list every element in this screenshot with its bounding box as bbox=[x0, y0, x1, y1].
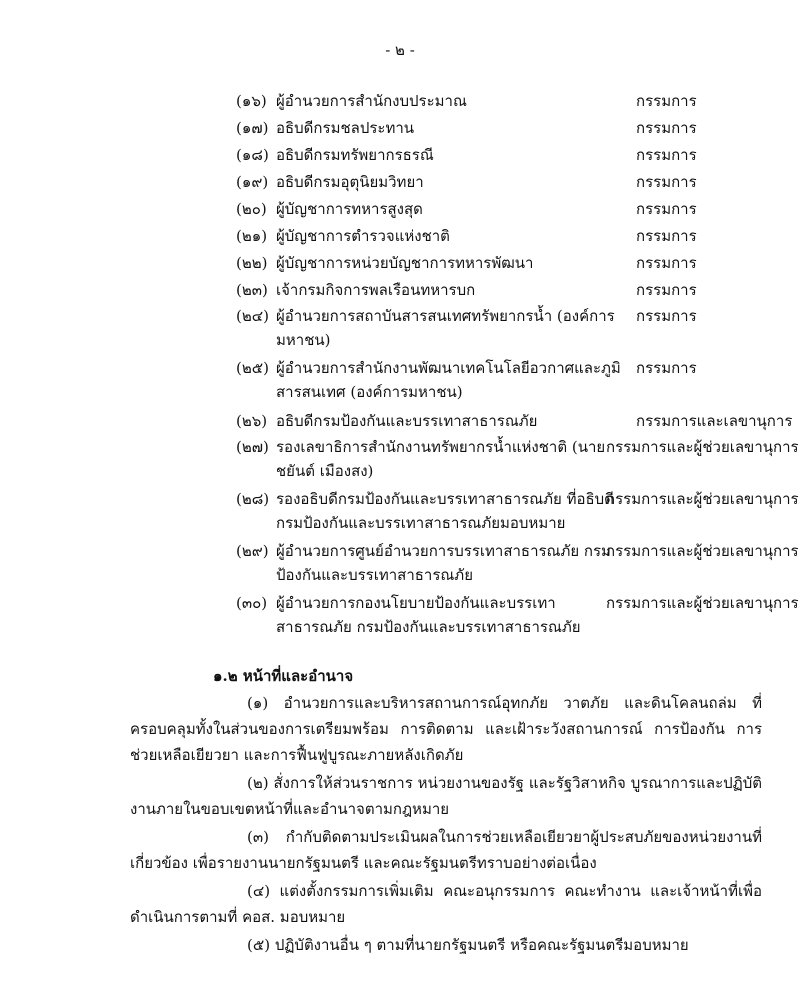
committee-member bbox=[236, 196, 766, 223]
committee-member bbox=[236, 356, 766, 404]
member-number: (๒๘) bbox=[236, 490, 270, 508]
committee-member bbox=[236, 250, 766, 277]
member-number: (๑๖) bbox=[236, 92, 267, 110]
member-number: (๒๔) bbox=[236, 307, 269, 325]
member-role: กรรมการ bbox=[636, 173, 697, 191]
member-number: (๓๐) bbox=[236, 594, 268, 612]
committee-member bbox=[236, 88, 766, 115]
committee-member bbox=[236, 487, 799, 535]
member-number: (๑๘) bbox=[236, 146, 269, 164]
member-name: เจ้ากรมกิจการพลเรือนทหารบก bbox=[276, 281, 476, 299]
member-role: กรรมการและผู้ช่วยเลขานุการ bbox=[606, 594, 799, 612]
member-name: อธิบดีกรมอุตุนิยมวิทยา bbox=[276, 173, 424, 191]
member-name: ผู้บัญชาการทหารสูงสุด bbox=[276, 200, 423, 218]
member-number: (๒๖) bbox=[236, 412, 268, 430]
committee-member bbox=[236, 304, 766, 352]
member-role: กรรมการและผู้ช่วยเลขานุการ bbox=[606, 542, 799, 560]
member-name: อธิบดีกรมป้องกันและบรรเทาสาธารณภัย bbox=[276, 412, 538, 430]
member-role: กรรมการ bbox=[636, 227, 697, 245]
member-role: กรรมการ bbox=[636, 281, 697, 299]
member-name: ผู้อำนวยการสถาบันสารสนเทศทรัพยากรน้ำ (องค์การมหาชน) bbox=[276, 307, 615, 349]
member-number: (๒๑) bbox=[236, 227, 268, 245]
member-role: กรรมการ bbox=[636, 119, 697, 137]
member-number: (๒๗) bbox=[236, 438, 269, 456]
committee-member bbox=[236, 142, 766, 169]
member-name: รองเลขาธิการสำนักงานทรัพยากรน้ำแห่งชาติ (นายชยันต์ เมืองสง) bbox=[276, 438, 606, 480]
member-role: กรรมการและเลขานุการ bbox=[636, 412, 793, 430]
committee-member bbox=[236, 539, 799, 587]
duty-item: (๕) ปฏิบัติงานอื่น ๆ ตามที่นายกรัฐมนตรี หรือคณะรัฐมนตรีมอบหมาย bbox=[247, 936, 689, 954]
section-title: ๑.๒ หน้าที่และอำนาจ bbox=[213, 667, 354, 685]
member-number: (๒๕) bbox=[236, 359, 269, 377]
member-name: อธิบดีกรมชลประทาน bbox=[276, 119, 415, 137]
member-name: ผู้อำนวยการศูนย์อำนวยการบรรเทาสาธารณภัย กรมป้องกันและบรรเทาสาธารณภัย bbox=[276, 542, 611, 584]
committee-member bbox=[236, 435, 799, 483]
member-role: กรรมการ bbox=[636, 307, 697, 325]
member-number: (๒๙) bbox=[236, 542, 269, 560]
member-role: กรรมการและผู้ช่วยเลขานุการ bbox=[606, 490, 799, 508]
member-role: กรรมการ bbox=[636, 254, 697, 272]
member-role: กรรมการ bbox=[636, 92, 697, 110]
committee-member bbox=[236, 223, 766, 250]
committee-list bbox=[236, 88, 799, 643]
duty-item: (๓) กำกับติดตามประเมินผลในการช่วยเหลือเยียวยาผู้ประสบภัยของหน่วยงานที่เกี่ยวข้อง เพื่อรายงานนายกรัฐมนตรี และคณะรัฐมนตรีทราบอย่างต่อเนื่อง bbox=[130, 828, 762, 872]
member-name: ผู้อำนวยการสำนักงานพัฒนาเทคโนโลยีอวกาศและภูมิสารสนเทศ (องค์การมหาชน) bbox=[276, 359, 621, 401]
member-role: กรรมการ bbox=[636, 146, 697, 164]
page-number: - ๒ - bbox=[385, 41, 415, 59]
member-name: ผู้อำนวยการสำนักงบประมาณ bbox=[276, 92, 467, 110]
duty-item: (๔) แต่งตั้งกรรมการเพิ่มเติม คณะอนุกรรมการ คณะทำงาน และเจ้าหน้าที่เพื่อดำเนินการตามที่ คอส. มอบหมาย bbox=[130, 882, 762, 926]
member-role: กรรมการ bbox=[636, 359, 697, 377]
member-number: (๒๒) bbox=[236, 254, 268, 272]
member-number: (๑๗) bbox=[236, 119, 269, 137]
member-name: รองอธิบดีกรมป้องกันและบรรเทาสาธารณภัย ที่อธิบดีกรมป้องกันและบรรเทาสาธารณภัยมอบหมาย bbox=[276, 490, 614, 532]
member-number: (๒๐) bbox=[236, 200, 267, 218]
member-name: ผู้บัญชาการหน่วยบัญชาการทหารพัฒนา bbox=[276, 254, 534, 272]
duties-list bbox=[130, 690, 762, 960]
member-name: อธิบดีกรมทรัพยากรธรณี bbox=[276, 146, 434, 164]
member-name: ผู้บัญชาการตำรวจแห่งชาติ bbox=[276, 227, 450, 245]
member-number: (๑๙) bbox=[236, 173, 269, 191]
committee-member bbox=[236, 115, 766, 142]
committee-member bbox=[236, 408, 793, 435]
member-name: ผู้อำนวยการกองนโยบายป้องกันและบรรเทาสาธารณภัย กรมป้องกันและบรรเทาสาธารณภัย bbox=[276, 594, 581, 636]
committee-member bbox=[236, 591, 799, 639]
committee-member bbox=[236, 277, 766, 304]
committee-member bbox=[236, 169, 766, 196]
member-role: กรรมการ bbox=[636, 200, 697, 218]
member-number: (๒๓) bbox=[236, 281, 268, 299]
duty-item: (๒) สั่งการให้ส่วนราชการ หน่วยงานของรัฐ และรัฐวิสาหกิจ บูรณาการและปฏิบัติงานภายในขอบเขตหน้าที่และอำนาจตามกฎหมาย bbox=[130, 774, 762, 818]
member-role: กรรมการและผู้ช่วยเลขานุการ bbox=[606, 438, 799, 456]
duty-item: (๑) อำนวยการและบริหารสถานการณ์อุทกภัย วาตภัย และดินโคลนถล่ม ที่ครอบคลุมทั้งในส่วนของการเตรียมพร้อม การติดตาม และเฝ้าระวังสถานการณ์ การป้องกัน การช่วยเหลือเยียวยา และการฟื้นฟูบูรณะภายหลังเกิดภัย bbox=[130, 694, 762, 764]
